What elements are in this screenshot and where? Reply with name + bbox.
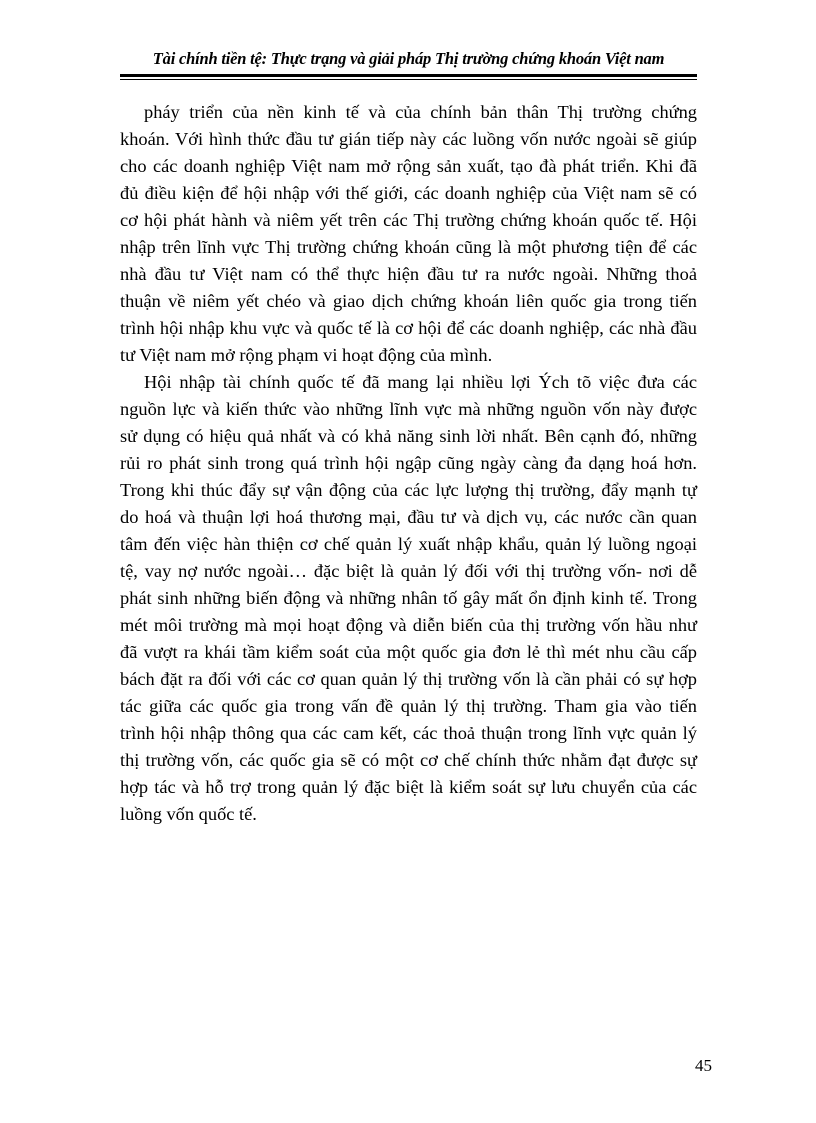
text-line: nhập trên lĩnh vực Thị trường chứng khoán cũng là một phương tiện để các [120, 237, 697, 257]
text-line: do hoá và thuận lợi hoá thương mại, đầu tư và dịch vụ, các nước cần quan [120, 507, 697, 527]
text-line: hợp tác và hỗ trợ trong quản lý đặc biệt là kiểm soát sự lưu chuyển của các [120, 777, 697, 797]
running-header: Tài chính tiền tệ: Thực trạng và giải pháp Thị trường chứng khoán Việt nam [152, 49, 665, 68]
text-line: thuận về niêm yết chéo và giao dịch chứng khoán liên quốc gia trong tiến [120, 291, 697, 311]
page-number: 45 [695, 1056, 712, 1075]
text-line: nguồn lực và kiến thức vào những lĩnh vực mà những nguồn vốn này được [120, 399, 697, 419]
body-text [120, 99, 697, 828]
text-line: nhà đầu tư Việt nam có thể thực hiện đầu tư ra nước ngoài. Những thoả [120, 264, 697, 284]
header-rule-thick [120, 74, 697, 77]
text-line: trình hội nhập thông qua các cam kết, các thoả thuận trong lĩnh vực quản lý [120, 723, 697, 743]
text-line: cho các doanh nghiệp Việt nam mở rộng sản xuất, tạo đà phát triển. Khi đã [120, 156, 697, 176]
text-line: mét môi trường mà mọi hoạt động và diễn biến của thị trường vốn hầu như [120, 615, 697, 635]
paragraph-2 [120, 369, 697, 828]
text-line: rủi ro phát sinh trong quá trình hội ngập cũng ngày càng đa dạng hoá hơn. [120, 453, 697, 473]
text-line: tệ, vay nợ nước ngoài… đặc biệt là quản lý đối với thị trường vốn- nơi dễ [120, 561, 697, 581]
text-line: tâm đến việc hàn thiện cơ chế quản lý xuất nhập khẩu, quản lý luồng ngoại [120, 534, 697, 554]
text-line: tác giữa các quốc gia trong vấn đề quản lý thị trường. Tham gia vào tiến [120, 696, 697, 716]
text-line: sử dụng có hiệu quả nhất và có khả năng sinh lời nhất. Bên cạnh đó, những [120, 426, 697, 446]
text-line: luồng vốn quốc tế. [120, 804, 257, 824]
text-line: trình hội nhập khu vực và quốc tế là cơ hội để các doanh nghiệp, các nhà đầu [120, 318, 697, 338]
text-line: Trong khi thúc đẩy sự vận động của các lực lượng thị trường, đẩy mạnh tự [120, 480, 697, 500]
text-line: cơ hội phát hành và niêm yết trên các Thị trường chứng khoán quốc tế. Hội [120, 210, 697, 230]
text-line: phát sinh những biến động và những nhân tố gây mất ổn định kinh tế. Trong [120, 588, 697, 608]
text-line: tư Việt nam mở rộng phạm vi hoạt động của mình. [120, 345, 493, 365]
text-line: pháy triển của nền kinh tế và của chính bản thân Thị trường chứng [144, 102, 697, 122]
text-line: đã vượt ra khái tầm kiểm soát của một quốc gia đơn lẻ thì mét nhu cầu cấp [120, 642, 697, 662]
text-line: khoán. Với hình thức đầu tư gián tiếp này các luồng vốn nước ngoài sẽ giúp [120, 129, 697, 149]
text-line: đủ điều kiện để hội nhập với thế giới, các doanh nghiệp của Việt nam sẽ có [120, 183, 697, 203]
text-line: bách đặt ra đối với các cơ quan quản lý thị trường vốn là cần phải có sự hợp [120, 669, 697, 689]
text-line: Hội nhập tài chính quốc tế đã mang lại nhiều lợi Ých tõ việc đưa các [144, 372, 697, 392]
header-rule-thin [120, 79, 697, 80]
paragraph-1 [120, 99, 697, 369]
text-line: thị trường vốn, các quốc gia sẽ có một cơ chế chính thức nhằm đạt được sự [120, 750, 697, 770]
